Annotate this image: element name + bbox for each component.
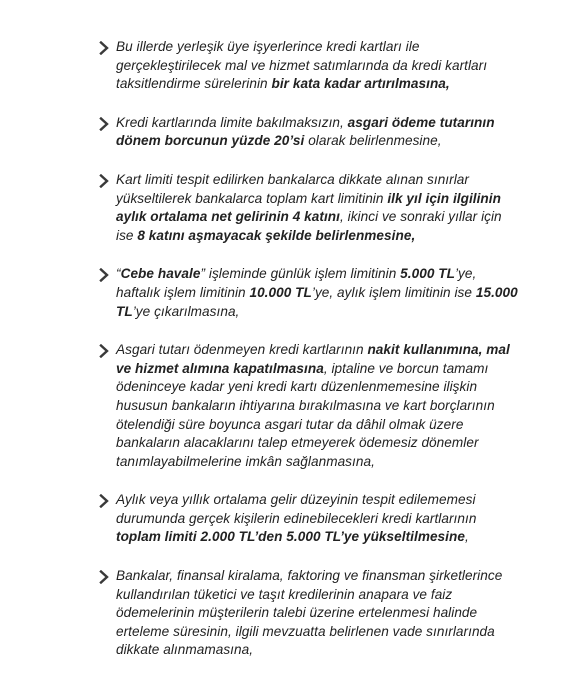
text-segment: “ [116, 266, 121, 282]
text-segment: ’ye, haftalık işlem limitinin [116, 266, 477, 300]
list-item-text [116, 567, 521, 660]
list-item [0, 114, 581, 151]
list-item [0, 171, 581, 245]
text-segment: Bu illerde yerleşik üye işyerlerince kredi kartları ile gerçekleştirilecek mal ve hizmet satımlarında da kredi kartları taksitlendirme sürelerinin [116, 39, 488, 92]
list-item [0, 491, 581, 547]
list-item [0, 567, 581, 660]
bold-text: ilk yıl için ilgilinin aylık ortalama net gelirinin 4 katını [116, 190, 501, 225]
chevron-right-icon [97, 41, 111, 55]
list-item [0, 341, 581, 471]
list-item [0, 265, 581, 321]
bold-text: Cebe havale [120, 266, 201, 282]
document-body [0, 38, 581, 680]
chevron-right-icon [97, 494, 111, 508]
chevron-right-icon [97, 268, 111, 282]
bold-text: 10.000 TL [249, 284, 312, 300]
list-item-text [116, 491, 521, 547]
list-item-text [116, 171, 521, 245]
text-segment: olarak belirlenmesine, [304, 133, 442, 149]
text-segment: Kredi kartlarında limite bakılmaksızın, [116, 114, 348, 130]
list-item-text [116, 265, 521, 321]
chevron-right-icon [97, 344, 111, 358]
chevron-right-icon [97, 570, 111, 584]
text-segment: ’ye, aylık işlem limitinin ise [311, 284, 476, 300]
list-item [0, 38, 581, 94]
list-item-text [116, 38, 521, 94]
bold-text: nakit kullanımına, mal ve hizmet alımına kapatılmasına [116, 342, 510, 376]
bold-text: bir kata kadar artırılmasına, [271, 76, 450, 92]
bold-text: asgari ödeme tutarının dönem borcunun yüzde 20’si [116, 114, 495, 149]
bold-text: 15.000 TL [116, 284, 518, 319]
bold-text: 8 katını aşmayacak şekilde belirlenmesine, [137, 227, 416, 243]
list-item-text [116, 341, 521, 471]
text-segment: Asgari tutarı ödenmeyen kredi kartlarının [116, 342, 368, 358]
chevron-right-icon [97, 117, 111, 131]
text-segment: , iptaline ve borcun tamamı ödeninceye kadar yeni kredi kartı düzenlenmemesine ilişkin hususun bankaların ihtiyarına bırakılmasına ve kart borçlarının ötelendiği süre boyunca asgari tutar da dâhil olmak üzere bankaların alacaklarını talep etmeyerek ödemesiz dönemler tanımlayabilmelerine imkân sağlanmasına, [116, 360, 495, 469]
bold-text: 5.000 TL [400, 266, 455, 282]
text-segment: ’ye çıkarılmasına, [132, 303, 240, 319]
text-segment: Kart limiti tespit edilirken bankalarca dikkate alınan sınırlar yükseltilerek bankalarca toplam kart limitinin [116, 171, 469, 206]
text-segment: , ikinci ve sonraki yıllar için ise [116, 209, 502, 243]
text-segment: Aylık veya yıllık ortalama gelir düzeyinin tespit edilememesi durumunda gerçek kişilerin edinebilecekleri kredi kartlarının [116, 492, 477, 526]
chevron-right-icon [97, 174, 111, 188]
text-segment: ” işleminde günlük işlem limitinin [200, 266, 401, 282]
bold-text: toplam limiti 2.000 TL’den 5.000 TL’ye yükseltilmesine [116, 529, 465, 545]
text-segment: , [464, 529, 469, 545]
list-item-text [116, 114, 521, 151]
text-segment: Bankalar, finansal kiralama, faktoring ve finansman şirketlerince kullandırılan tüketici ve taşıt kredilerinin anapara ve faiz ödemelerinin müşterilerin talebi üzerine ertelenmesi halinde erteleme süresinin, ilgili mevzuatta belirlenen vade sınırlarında dikkate alınmamasına, [116, 568, 503, 658]
